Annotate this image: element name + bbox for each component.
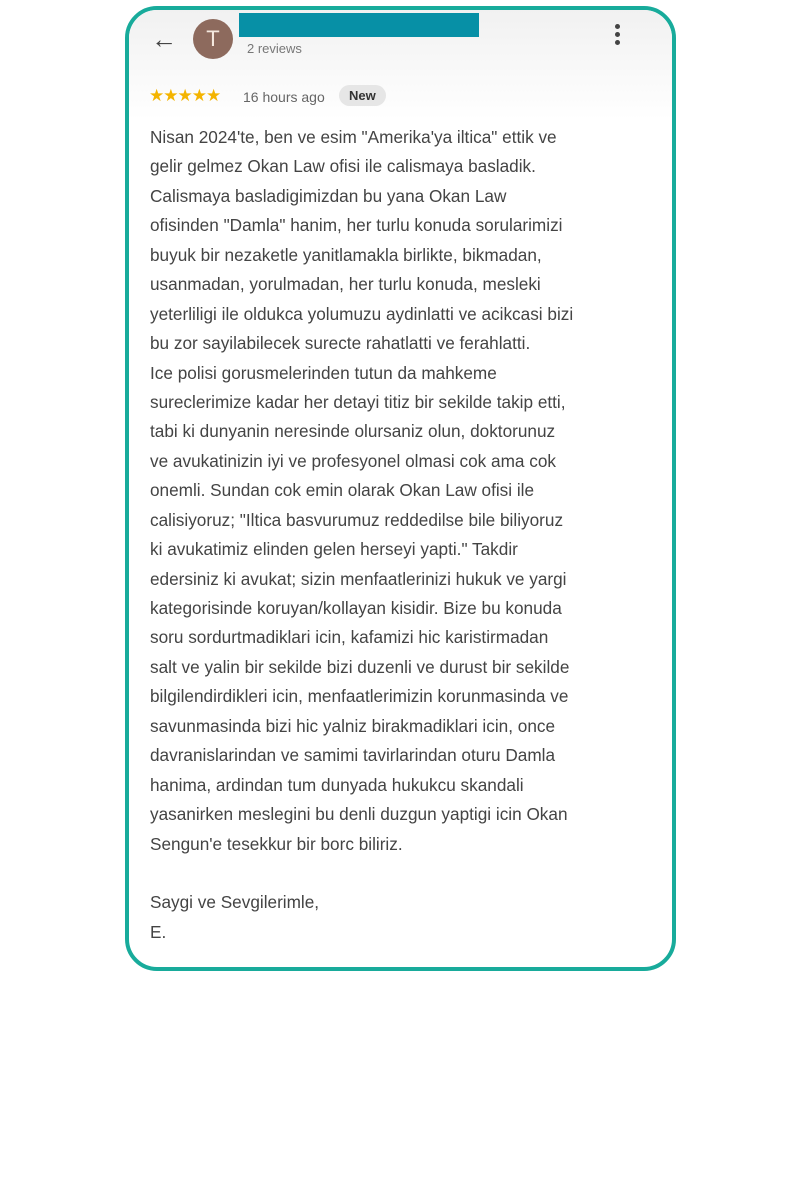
reviews-count: 2 reviews <box>247 41 302 56</box>
review-text-line: davranislarindan ve samimi tavirlarindan oturu Damla <box>150 745 556 766</box>
new-badge: New <box>339 85 386 106</box>
review-text-line: savunmasinda bizi hic yalniz birakmadiklari icin, once <box>150 715 556 736</box>
review-text-line: hanima, ardindan tum dunyada hukukcu skandali <box>150 774 524 795</box>
back-arrow-icon[interactable]: ← <box>151 24 177 54</box>
review-text-line: Nisan 2024'te, ben ve esim "Amerika'ya iltica" ettik ve <box>150 127 557 147</box>
review-text-line: gelir gelmez Okan Law ofisi ile calismaya basladik. <box>150 156 536 177</box>
review-text-line: usanmadan, yorulmadan, her turlu konuda, mesleki <box>150 274 541 295</box>
review-text-line: onemli. Sundan cok emin olarak Okan Law ofisi ile <box>150 480 535 501</box>
review-text-line: buyuk bir nezaketle yanitlamakla birlikte, bikmadan, <box>150 244 542 265</box>
review-time: 16 hours ago <box>243 89 325 105</box>
review-text-line: edersiniz ki avukat; sizin menfaatlerinizi hukuk ve yargi <box>150 568 567 589</box>
review-text-line: Sengun'e tesekkur bir borc biliriz. <box>150 833 403 854</box>
review-text-line: ofisinden "Damla" hanim, her turlu konuda sorularimizi <box>150 215 563 236</box>
review-text-line: soru sordurtmadiklari icin, kafamizi hic karistirmadan <box>150 627 549 648</box>
star-rating: ★★★★★ <box>149 86 221 105</box>
review-text-line: sureclerimize kadar her detayi titiz bir sekilde takip etti, <box>150 391 566 412</box>
review-text-line: yeterliligi ile oldukca yolumuzu aydinlatti ve acikcasi bizi <box>150 303 574 324</box>
review-text-line: Saygi ve Sevgilerimle, <box>150 892 320 913</box>
review-text-line: Calismaya basladigimizdan bu yana Okan Law <box>150 185 507 206</box>
review-text-line: yasanirken meslegini bu denli duzgun yaptigi icin Okan <box>150 804 568 825</box>
review-text-line: bilgilendirdikleri icin, menfaatlerimizin korunmasinda ve <box>150 686 569 707</box>
review-text-line: Ice polisi gorusmelerinden tutun da mahkeme <box>150 362 497 383</box>
avatar[interactable]: T <box>193 19 233 59</box>
review-text-line: kategorisinde koruyan/kollayan kisidir. Bize bu konuda <box>150 598 562 618</box>
review-text-line: ve avukatinizin iyi ve profesyonel olmasi cok ama cok <box>150 450 556 471</box>
review-text-line: salt ve yalin bir sekilde bizi duzenli ve durust bir sekilde <box>150 656 570 677</box>
review-text-line: ki avukatimiz elinden gelen herseyi yapti." Takdir <box>150 539 518 560</box>
review-card <box>125 6 676 971</box>
more-options-icon[interactable] <box>615 24 621 48</box>
review-text-line <box>150 859 662 888</box>
review-text <box>150 123 662 947</box>
redacted-reviewer-name <box>239 13 479 37</box>
review-text-line: calisiyoruz; "Iltica basvurumuz reddedilse bile biliyoruz <box>150 509 564 530</box>
review-text-line: tabi ki dunyanin neresinde olursaniz olun, doktorunuz <box>150 421 556 442</box>
review-text-line: bu zor sayilabilecek surecte rahatlatti ve ferahlatti. <box>150 333 531 354</box>
review-text-line: E. <box>150 921 167 942</box>
